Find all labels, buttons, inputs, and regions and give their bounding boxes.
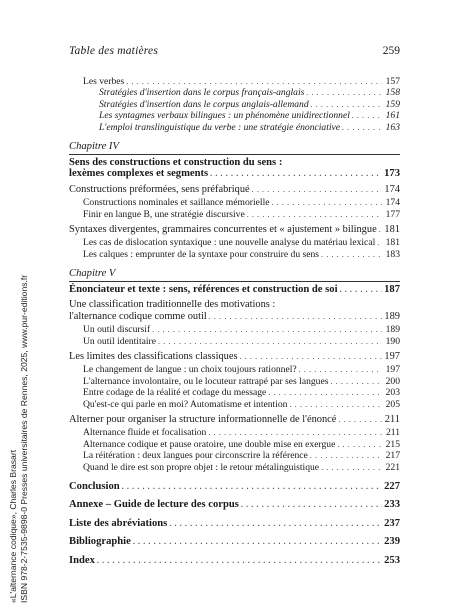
chapter-title[interactable] [69,168,400,179]
chapter-title-line: lexèmes complexes et segments [69,168,209,180]
toc-entry-page: 158 [385,87,400,99]
toc-entry-page: 197 [384,351,400,363]
dot-leader [126,76,382,87]
toc-entry-page: 189 [385,324,400,336]
toc-entry-label: Un outil discursif [83,324,151,336]
toc-entry-label: Alternance codique et pause oratoire, une double mise en exergue [83,438,336,450]
credit-line-1: «L'alternance codique», Charles Brasart [8,449,18,603]
dot-leader [158,336,382,347]
toc-entry-label: Qu'est-ce qui parle en moi? Automatisme et intention [83,398,288,410]
dot-leader [342,122,382,133]
toc-entry[interactable] [69,209,400,220]
toc-entry[interactable] [69,249,400,260]
dot-leader [209,311,382,322]
toc-entry[interactable] [69,87,400,98]
toc-entry[interactable] [69,237,400,248]
toc-entry-page: 161 [385,110,400,122]
toc-entry-label: Syntaxes divergentes, grammaires concurrentes et « ajustement » bilingue [69,223,377,235]
toc-entry-label: La réitération : deux langues pour circonscrire la référence [83,450,308,462]
toc-entry-label: Index [69,554,95,566]
toc-entry-page: 217 [385,450,400,462]
toc-entry-label: Le changement de langue : un choix toujours rationnel? [83,364,297,376]
toc-entry-label: Constructions nominales et saillance mémorielle [83,197,270,209]
dot-leader [299,364,382,375]
toc-entry-page: 211 [385,427,400,439]
toc-entry[interactable] [69,76,400,87]
dot-leader [133,536,382,547]
dot-leader [311,99,382,110]
toc-entry-page: 163 [385,121,400,133]
toc-entry-page: 157 [385,76,400,87]
toc-entry-label: Quand le dire est son propre objet : le retour métalinguistique [83,461,320,473]
running-head [69,45,400,57]
toc-entry-page: 159 [385,98,400,110]
toc-entry[interactable] [69,399,400,410]
credit-line-2: ISBN 978-2-7535-9898-0 Presses universitaires de Rennes, 2025, www.pur-editions.fr [19,274,29,603]
dot-leader [330,376,382,387]
toc-entry-label: Liste des abréviations [69,517,168,529]
toc-entry-label: Bibliographie [69,536,131,548]
toc-entry[interactable] [69,376,400,387]
dot-leader [310,450,382,461]
toc-entry[interactable] [69,351,400,362]
chapter-title-line: Sens des constructions et construction du sens : [69,156,283,168]
dot-leader [377,237,382,248]
page-number: 259 [382,45,400,57]
toc-entry[interactable] [69,197,400,208]
toc-entry-page: 200 [385,375,400,387]
toc-entry-label: Les verbes [83,76,125,87]
toc-entry-label: Une classification traditionnelle des motivations : [69,299,276,311]
dot-leader [97,555,382,566]
chapter-title[interactable] [69,284,400,295]
dot-leader [268,387,382,398]
toc-entry[interactable] [69,299,400,310]
toc-entry[interactable] [69,414,400,425]
chapter-title[interactable] [69,157,400,168]
toc-entry-page: 187 [384,284,400,296]
toc-entry-back-matter[interactable] [69,536,400,547]
toc-entry-page: 221 [385,461,400,473]
toc-entry-label: Finir en langue B, une stratégie discursive [83,208,245,220]
toc-entry-back-matter[interactable] [69,518,400,529]
dot-leader [247,209,382,220]
toc-entry[interactable] [69,99,400,110]
toc-entry-label: Les calques : emprunter de la syntaxe pour construire du sens [83,248,320,260]
toc-entry-back-matter[interactable] [69,481,400,492]
toc-entry-label: Un outil identitaire [83,335,157,347]
toc-entry-page: 174 [384,183,400,195]
chapter-rule [69,281,400,282]
dot-leader [169,518,382,529]
toc-entry-page: 173 [384,168,400,180]
toc-entry[interactable] [69,224,400,235]
chapter-title-line: Énonciateur et texte : sens, références et construction de soi [69,284,338,296]
side-credit [0,0,36,609]
toc-entry-label: Alterner pour organiser la structure informationnelle de l'énoncé [69,413,337,425]
toc-entry[interactable] [69,122,400,133]
dot-leader [379,224,382,235]
dot-leader [208,427,382,438]
toc-entry-label: Annexe – Guide de lecture des corpus [69,499,239,511]
dot-leader [122,481,382,492]
dot-leader [352,110,382,121]
toc-entry-label: Stratégies d'insertion dans le corpus anglais-allemand [99,98,309,110]
toc-entry-page: 181 [385,237,400,249]
toc-entry-page: 174 [385,197,400,209]
dot-leader [340,284,382,295]
toc-entry-label: l'alternance codique comme outil [69,310,207,322]
toc-entry-page: 183 [385,248,400,260]
toc-entry-page: 203 [385,387,400,399]
toc-entry-label: Constructions préformées, sens préfabriqué [69,183,250,195]
toc-entry-label: Alternance fluide et focalisation [83,427,207,439]
chapter-rule [69,154,400,155]
toc-entry-label: Conclusion [69,480,120,492]
toc-entry[interactable] [69,462,400,473]
toc-entry[interactable] [69,311,400,322]
chapter-label: Chapitre IV [69,140,119,152]
dot-leader [321,249,382,260]
dot-leader [338,414,382,425]
dot-leader [337,439,382,450]
chapter-label: Chapitre V [69,268,116,280]
dot-leader [306,87,382,98]
toc-entry-label: Stratégies d'insertion dans le corpus français-anglais [99,87,305,99]
toc-entry-page: 190 [385,335,400,347]
toc-entry[interactable] [69,324,400,335]
dot-leader [240,351,382,362]
toc-entry-page: 215 [385,438,400,450]
toc-entry[interactable] [69,336,400,347]
toc-entry-page: 181 [384,223,400,235]
toc-entry[interactable] [69,387,400,398]
toc-entry-page: 239 [384,536,400,548]
toc-entry-page: 237 [384,517,400,529]
toc-entry-label: L'emploi translinguistique du verbe : une stratégie énonciative [99,121,341,133]
toc-entry[interactable] [69,427,400,438]
dot-leader [210,168,382,179]
toc-entry-page: 205 [385,398,400,410]
toc-entry[interactable] [69,450,400,461]
toc-entry[interactable] [69,364,400,375]
toc-entry-label: Les cas de dislocation syntaxique : une nouvelle analyse du matériau lexical [83,237,376,249]
dot-leader [289,399,382,410]
toc-entry-page: 177 [385,208,400,220]
toc-entry-label: Les syntagmes verbaux bilingues : un phénomène unidirectionnel [99,110,350,122]
toc-entry-page: 253 [384,554,400,566]
toc-entry-page: 233 [384,499,400,511]
running-head-title: Table des matières [69,45,158,57]
toc-entry-label: Les limites des classifications classiques [69,351,238,363]
toc-entry-label: Entre codage de la réalité et codage du message [83,387,267,399]
dot-leader [272,197,383,208]
toc-entry-page: 197 [385,364,400,376]
toc-entry-back-matter[interactable] [69,555,400,566]
toc-entry[interactable] [69,184,400,195]
toc-entry-back-matter[interactable] [69,499,400,510]
dot-leader [152,324,382,335]
toc-entry-page: 227 [384,480,400,492]
toc-entry-page: 189 [384,310,400,322]
toc-entry[interactable] [69,439,400,450]
toc-entry[interactable] [69,110,400,121]
toc-entry-page: 211 [384,413,400,425]
table-of-contents [69,76,400,566]
toc-entry-label: L'alternance involontaire, ou le locuteur rattrapé par ses langues [83,375,329,387]
dot-leader [321,462,382,473]
dot-leader [252,184,382,195]
dot-leader [241,499,382,510]
